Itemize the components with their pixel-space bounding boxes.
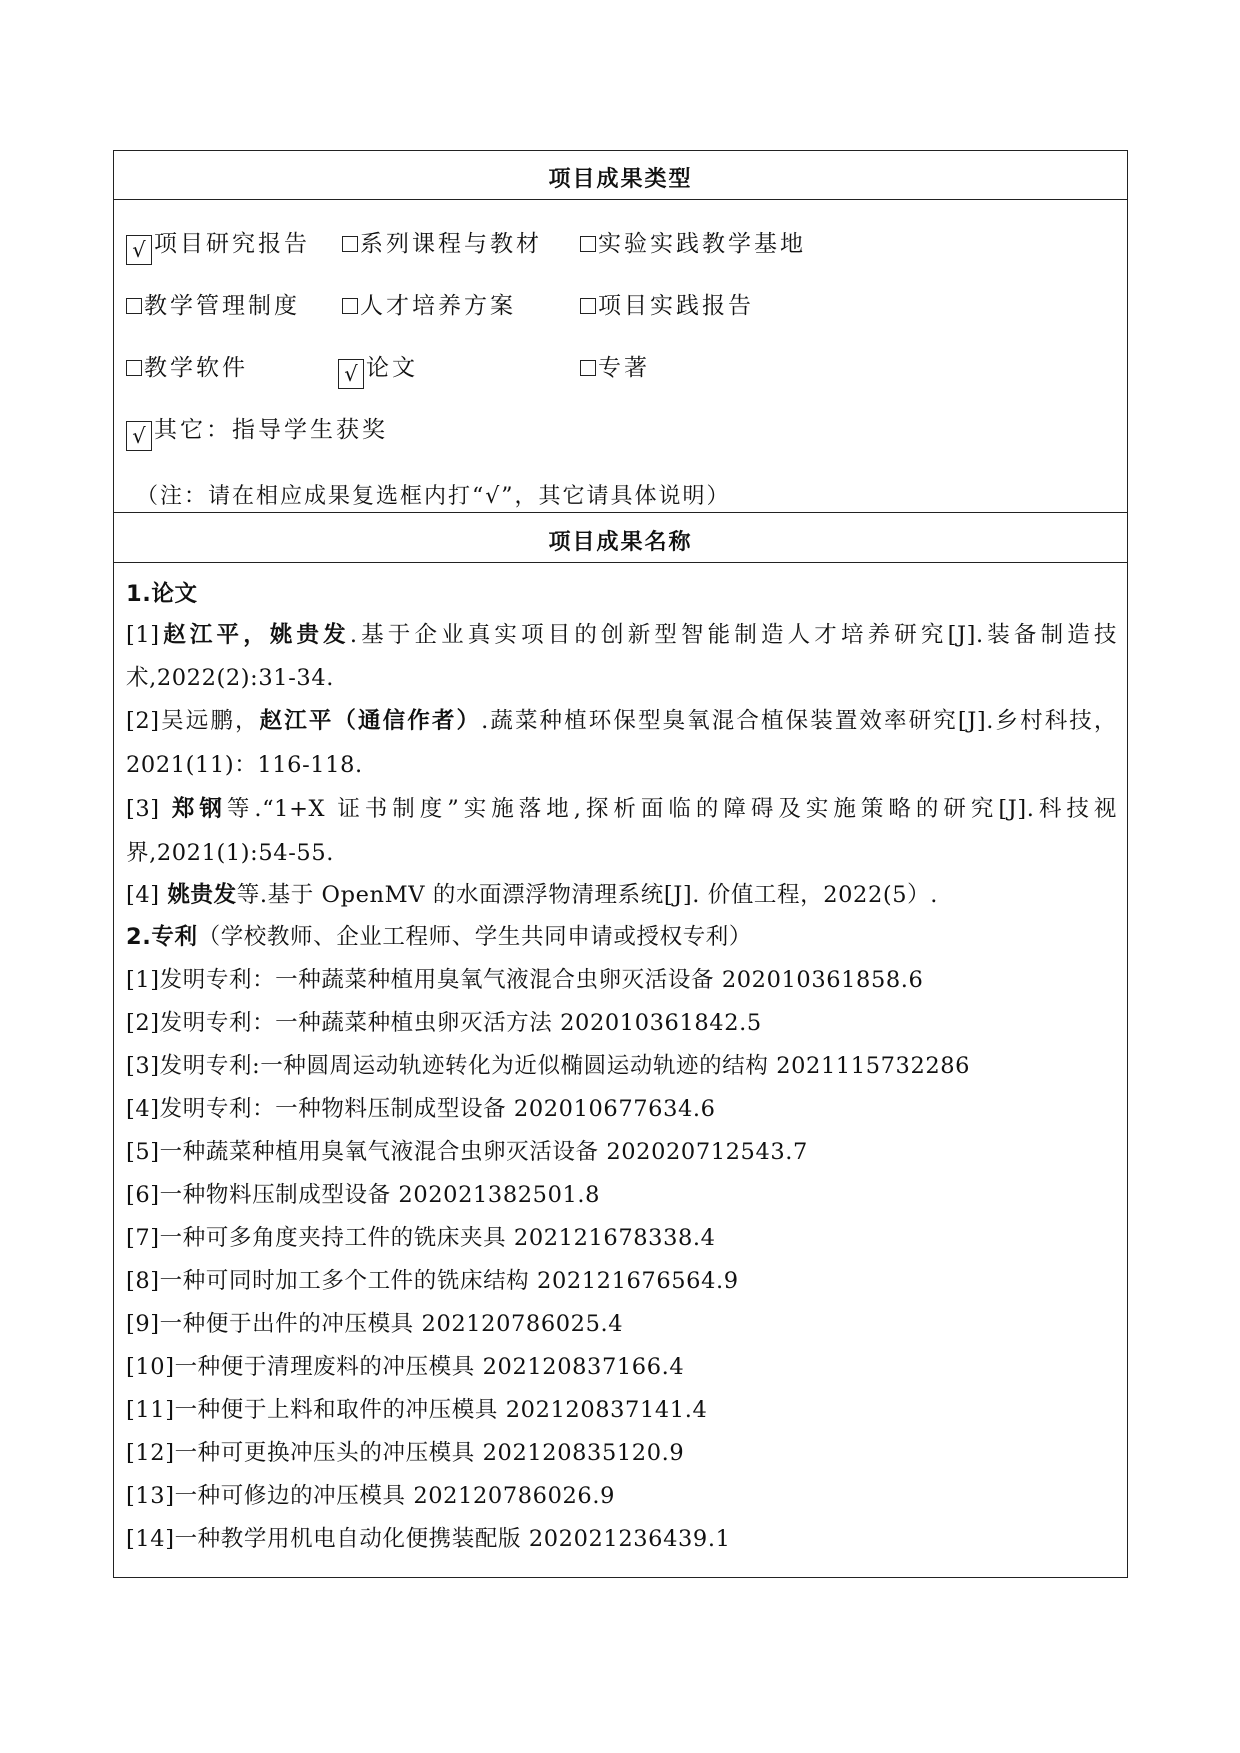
patent-item: [10]一种便于清理废料的冲压模具 202120837166.4 — [126, 1354, 685, 1380]
type-header: 项目成果类型 — [548, 167, 693, 192]
patent-item: [11]一种便于上料和取件的冲压模具 202120837141.4 — [126, 1397, 708, 1423]
checkbox[interactable] — [580, 236, 596, 252]
patent-item: [1]发明专利：一种蔬菜种植用臭氧气液混合虫卵灭活设备 202010361858.6 — [126, 967, 924, 993]
checkbox-checked[interactable]: √ — [338, 359, 364, 389]
paper-1: [1]赵江平，姚贵发.基于企业真实项目的创新型智能制造人才培养研究[J].装备制造技 — [126, 622, 1117, 648]
option-research-report: √ 项目研究报告 — [126, 225, 310, 265]
checkbox[interactable] — [342, 236, 358, 252]
option-teaching-software: 教学软件 — [126, 349, 248, 382]
paper-3-cont: 界,2021(1):54-55. — [126, 840, 334, 866]
patent-item: [7]一种可多角度夹持工件的铣床夹具 202121678338.4 — [126, 1225, 716, 1251]
checkbox[interactable] — [580, 360, 596, 376]
patent-item: [6]一种物料压制成型设备 202021382501.8 — [126, 1182, 601, 1208]
divider — [114, 512, 1127, 513]
option-course-material: 系列课程与教材 — [342, 225, 542, 258]
paper-1-cont: 术,2022(2):31-34. — [126, 665, 334, 691]
divider — [114, 562, 1127, 563]
checkbox[interactable] — [580, 298, 596, 314]
checkbox-checked[interactable]: √ — [126, 421, 152, 451]
option-paper: √ 论文 — [338, 349, 418, 389]
checkbox[interactable] — [342, 298, 358, 314]
paper-2-cont: 2021(11)：116-118. — [126, 752, 363, 778]
patent-item: [9]一种便于出件的冲压模具 202120786025.4 — [126, 1311, 624, 1337]
checkbox[interactable] — [126, 360, 142, 376]
option-other: √ 其它：指导学生获奖 — [126, 411, 388, 451]
paper-2: [2]吴远鹏，赵江平（通信作者）.蔬菜种植环保型臭氧混合植保装置效率研究[J].乡村科技， — [126, 708, 1118, 734]
papers-heading: 1.论文 — [126, 581, 198, 607]
patent-item: [14]一种教学用机电自动化便携装配版 202021236439.1 — [126, 1526, 731, 1552]
divider — [114, 199, 1127, 200]
checkbox-checked[interactable]: √ — [126, 235, 152, 265]
option-practice-base: 实验实践教学基地 — [580, 225, 806, 258]
option-talent-plan: 人才培养方案 — [342, 287, 516, 320]
patents-heading: 2.专利（学校教师、企业工程师、学生共同申请或授权专利） — [126, 924, 753, 950]
option-monograph: 专著 — [580, 349, 650, 382]
patent-item: [12]一种可更换冲压头的冲压模具 202120835120.9 — [126, 1440, 685, 1466]
patent-item: [4]发明专利：一种物料压制成型设备 202010677634.6 — [126, 1096, 716, 1122]
instruction-note: （注：请在相应成果复选框内打“√”，其它请具体说明） — [136, 484, 731, 509]
patent-item: [3]发明专利:一种圆周运动轨迹转化为近似椭圆运动轨迹的结构 2021115732286 — [126, 1053, 971, 1079]
paper-3: [3] 郑钢等.“1+X 证书制度”实施落地,探析面临的障碍及实施策略的研究[J].科技视 — [126, 796, 1117, 822]
checkbox[interactable] — [126, 298, 142, 314]
patent-item: [2]发明专利：一种蔬菜种植虫卵灭活方法 202010361842.5 — [126, 1010, 762, 1036]
name-header: 项目成果名称 — [548, 530, 693, 555]
paper-4: [4] 姚贵发等.基于 OpenMV 的水面漂浮物清理系统[J]. 价值工程，2022(5）. — [126, 882, 939, 908]
patent-item: [5]一种蔬菜种植用臭氧气液混合虫卵灭活设备 202020712543.7 — [126, 1139, 808, 1165]
option-practice-report: 项目实践报告 — [580, 287, 754, 320]
patent-item: [8]一种可同时加工多个工件的铣床结构 202121676564.9 — [126, 1268, 739, 1294]
achievement-table — [113, 150, 1128, 1578]
option-management-system: 教学管理制度 — [126, 287, 300, 320]
patent-item: [13]一种可修边的冲压模具 202120786026.9 — [126, 1483, 615, 1509]
